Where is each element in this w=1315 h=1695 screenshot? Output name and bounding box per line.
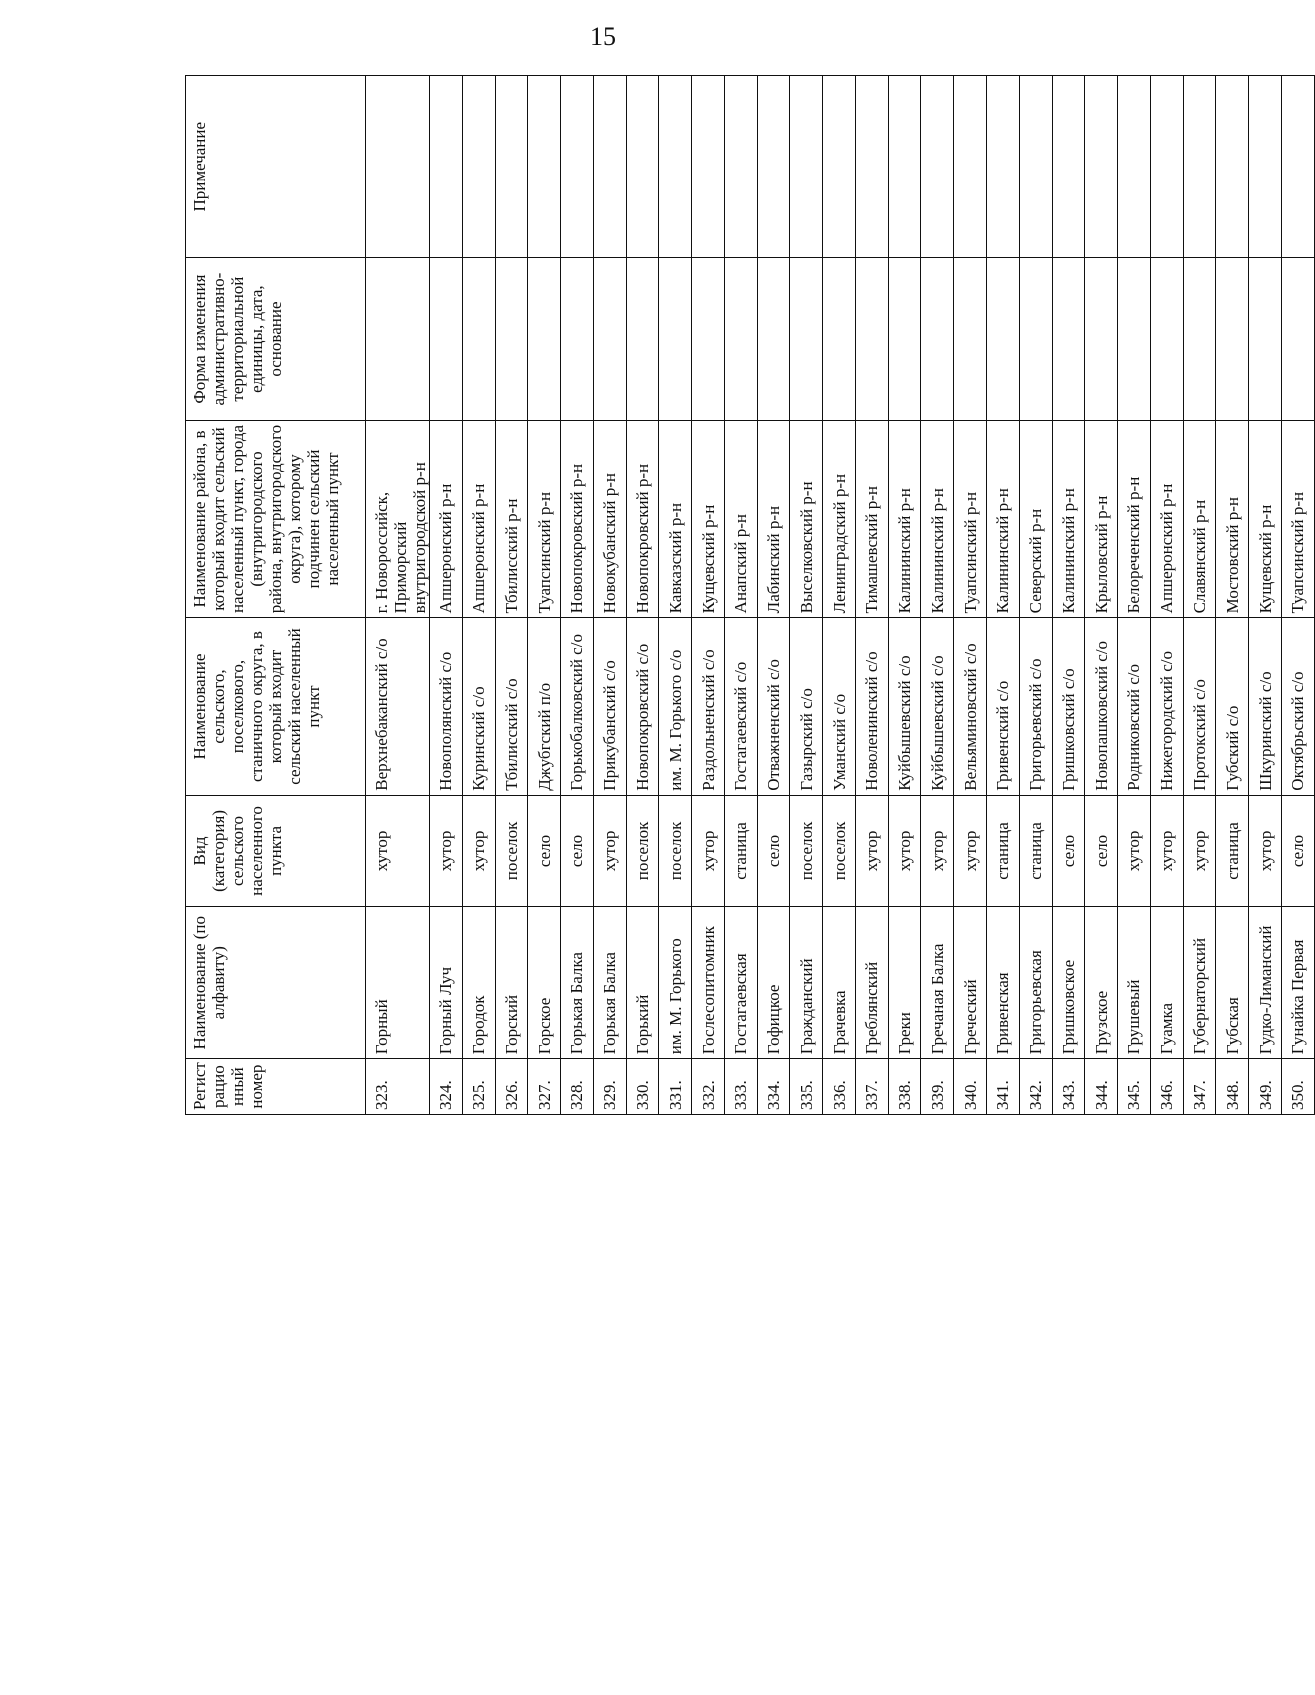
cell-name: Городок bbox=[462, 907, 495, 1059]
cell-okrug: Куринский с/о bbox=[462, 618, 495, 795]
cell-note bbox=[366, 76, 430, 259]
cell-kind: хутор bbox=[462, 795, 495, 907]
cell-reg-number: 342. bbox=[1019, 1059, 1052, 1115]
cell-reg-number: 327. bbox=[528, 1059, 561, 1115]
cell-note bbox=[1150, 76, 1183, 259]
cell-reg-number: 339. bbox=[921, 1059, 954, 1115]
cell-change bbox=[626, 258, 659, 420]
cell-name: Гудко-Лиманский bbox=[1249, 907, 1282, 1059]
cell-reg-number: 330. bbox=[626, 1059, 659, 1115]
cell-reg-number: 335. bbox=[790, 1059, 823, 1115]
cell-name: Гослесопитомник bbox=[692, 907, 725, 1059]
cell-change bbox=[1281, 258, 1314, 420]
table-row bbox=[1183, 76, 1216, 1115]
cell-note bbox=[561, 76, 594, 259]
cell-district: Северский р-н bbox=[1019, 420, 1052, 618]
cell-change bbox=[757, 258, 790, 420]
cell-reg-number: 329. bbox=[593, 1059, 626, 1115]
cell-name: Греческий bbox=[954, 907, 987, 1059]
cell-kind: поселок bbox=[495, 795, 528, 907]
table-row bbox=[495, 76, 528, 1115]
cell-okrug: Губский с/о bbox=[1216, 618, 1249, 795]
cell-change bbox=[1249, 258, 1282, 420]
cell-name: Горькая Балка bbox=[593, 907, 626, 1059]
cell-reg-number: 326. bbox=[495, 1059, 528, 1115]
cell-kind: хутор bbox=[1118, 795, 1151, 907]
cell-reg-number: 325. bbox=[462, 1059, 495, 1115]
cell-name: Горный bbox=[366, 907, 430, 1059]
cell-district: Ленинградский р-н bbox=[823, 420, 856, 618]
cell-okrug: Отважненский с/о bbox=[757, 618, 790, 795]
table-row bbox=[757, 76, 790, 1115]
cell-district: Апшеронский р-н bbox=[430, 420, 463, 618]
cell-reg-number: 350. bbox=[1281, 1059, 1314, 1115]
cell-district: Выселковский р-н bbox=[790, 420, 823, 618]
cell-district: Анапский р-н bbox=[724, 420, 757, 618]
cell-district: Калининский р-н bbox=[1052, 420, 1085, 618]
cell-reg-number: 347. bbox=[1183, 1059, 1216, 1115]
cell-kind: хутор bbox=[430, 795, 463, 907]
table-row bbox=[659, 76, 692, 1115]
cell-okrug: Родниковский с/о bbox=[1118, 618, 1151, 795]
cell-okrug: Джубгский п/о bbox=[528, 618, 561, 795]
cell-change bbox=[724, 258, 757, 420]
cell-note bbox=[528, 76, 561, 259]
cell-kind: поселок bbox=[790, 795, 823, 907]
cell-note bbox=[626, 76, 659, 259]
cell-note bbox=[430, 76, 463, 259]
cell-reg-number: 324. bbox=[430, 1059, 463, 1115]
cell-note bbox=[1183, 76, 1216, 259]
cell-change bbox=[987, 258, 1020, 420]
cell-name: Гуамка bbox=[1150, 907, 1183, 1059]
cell-okrug: Нижегородский с/о bbox=[1150, 618, 1183, 795]
page-number: 15 bbox=[590, 22, 616, 51]
cell-kind: станица bbox=[1216, 795, 1249, 907]
cell-okrug: Новоленинский с/о bbox=[855, 618, 888, 795]
cell-district: Туапсинский р-н bbox=[1281, 420, 1314, 618]
cell-name: им. М. Горького bbox=[659, 907, 692, 1059]
table-row bbox=[921, 76, 954, 1115]
cell-change bbox=[1183, 258, 1216, 420]
table-header-row bbox=[186, 76, 366, 1115]
cell-name: Гривенская bbox=[987, 907, 1020, 1059]
cell-note bbox=[1118, 76, 1151, 259]
cell-name: Грушевый bbox=[1118, 907, 1151, 1059]
cell-note bbox=[954, 76, 987, 259]
cell-district: Тбилисский р-н bbox=[495, 420, 528, 618]
cell-name: Гражданский bbox=[790, 907, 823, 1059]
cell-change bbox=[430, 258, 463, 420]
cell-note bbox=[1052, 76, 1085, 259]
cell-kind: поселок bbox=[659, 795, 692, 907]
header-name: Наименование (по алфавиту) bbox=[186, 907, 366, 1059]
cell-district: Кавказский р-н bbox=[659, 420, 692, 618]
cell-okrug: Григорьевский с/о bbox=[1019, 618, 1052, 795]
table-row bbox=[855, 76, 888, 1115]
cell-reg-number: 331. bbox=[659, 1059, 692, 1115]
cell-okrug: Раздольненский с/о bbox=[692, 618, 725, 795]
cell-okrug: Гришковский с/о bbox=[1052, 618, 1085, 795]
header-change: Форма изменения административно-территориальной единицы, дата, основание bbox=[186, 258, 366, 420]
cell-name: Гостагаевская bbox=[724, 907, 757, 1059]
cell-kind: село bbox=[561, 795, 594, 907]
cell-kind: поселок bbox=[626, 795, 659, 907]
cell-change bbox=[855, 258, 888, 420]
cell-change bbox=[366, 258, 430, 420]
cell-note bbox=[987, 76, 1020, 259]
cell-okrug: Тбилисский с/о bbox=[495, 618, 528, 795]
table-row bbox=[1216, 76, 1249, 1115]
cell-okrug: Верхнебаканский с/о bbox=[366, 618, 430, 795]
cell-kind: станица bbox=[987, 795, 1020, 907]
cell-change bbox=[1019, 258, 1052, 420]
cell-name: Грачевка bbox=[823, 907, 856, 1059]
cell-note bbox=[692, 76, 725, 259]
cell-name: Горькая Балка bbox=[561, 907, 594, 1059]
cell-district: г. Новороссийск, Приморский внутригородской р-н bbox=[366, 420, 430, 618]
cell-change bbox=[888, 258, 921, 420]
cell-reg-number: 341. bbox=[987, 1059, 1020, 1115]
cell-note bbox=[823, 76, 856, 259]
cell-district: Новопокровский р-н bbox=[561, 420, 594, 618]
cell-district: Туапсинский р-н bbox=[528, 420, 561, 618]
settlement-registry-table bbox=[185, 75, 1315, 1115]
cell-note bbox=[724, 76, 757, 259]
cell-note bbox=[659, 76, 692, 259]
cell-okrug: Гостагаевский с/о bbox=[724, 618, 757, 795]
cell-change bbox=[921, 258, 954, 420]
settlement-registry-table-container bbox=[185, 0, 1308, 1115]
cell-note bbox=[593, 76, 626, 259]
cell-change bbox=[823, 258, 856, 420]
cell-kind: хутор bbox=[1249, 795, 1282, 907]
cell-change bbox=[462, 258, 495, 420]
cell-okrug: Вельяминовский с/о bbox=[954, 618, 987, 795]
cell-note bbox=[1019, 76, 1052, 259]
cell-okrug: Куйбышевский с/о bbox=[921, 618, 954, 795]
cell-district: Тимашевский р-н bbox=[855, 420, 888, 618]
table-row bbox=[1249, 76, 1282, 1115]
cell-name: Гунайка Первая bbox=[1281, 907, 1314, 1059]
cell-kind: хутор bbox=[1183, 795, 1216, 907]
cell-note bbox=[1085, 76, 1118, 259]
table-row bbox=[626, 76, 659, 1115]
cell-change bbox=[528, 258, 561, 420]
cell-district: Калининский р-н bbox=[987, 420, 1020, 618]
cell-note bbox=[462, 76, 495, 259]
cell-reg-number: 346. bbox=[1150, 1059, 1183, 1115]
cell-kind: село bbox=[1281, 795, 1314, 907]
cell-note bbox=[888, 76, 921, 259]
cell-change bbox=[1085, 258, 1118, 420]
cell-change bbox=[790, 258, 823, 420]
cell-name: Горский bbox=[495, 907, 528, 1059]
cell-note bbox=[757, 76, 790, 259]
cell-name: Гришковское bbox=[1052, 907, 1085, 1059]
cell-okrug: Новопокровский с/о bbox=[626, 618, 659, 795]
cell-district: Апшеронский р-н bbox=[462, 420, 495, 618]
cell-reg-number: 323. bbox=[366, 1059, 430, 1115]
cell-okrug: Куйбышевский с/о bbox=[888, 618, 921, 795]
header-reg-number: Регист рацио нный номер bbox=[186, 1059, 366, 1115]
table-row bbox=[1085, 76, 1118, 1115]
table-row bbox=[1052, 76, 1085, 1115]
cell-reg-number: 333. bbox=[724, 1059, 757, 1115]
cell-kind: хутор bbox=[888, 795, 921, 907]
table-row bbox=[462, 76, 495, 1115]
header-kind: Вид (категория) сельского населенного пункта bbox=[186, 795, 366, 907]
cell-okrug: Шкуринский с/о bbox=[1249, 618, 1282, 795]
cell-change bbox=[1052, 258, 1085, 420]
cell-kind: станица bbox=[1019, 795, 1052, 907]
cell-reg-number: 338. bbox=[888, 1059, 921, 1115]
table-row bbox=[724, 76, 757, 1115]
cell-okrug: им. М. Горького с/о bbox=[659, 618, 692, 795]
cell-kind: село bbox=[757, 795, 790, 907]
cell-change bbox=[593, 258, 626, 420]
cell-reg-number: 343. bbox=[1052, 1059, 1085, 1115]
cell-reg-number: 332. bbox=[692, 1059, 725, 1115]
cell-district: Калининский р-н bbox=[888, 420, 921, 618]
cell-kind: хутор bbox=[954, 795, 987, 907]
cell-district: Новопокровский р-н bbox=[626, 420, 659, 618]
cell-reg-number: 345. bbox=[1118, 1059, 1151, 1115]
cell-district: Мостовский р-н bbox=[1216, 420, 1249, 618]
cell-reg-number: 334. bbox=[757, 1059, 790, 1115]
cell-name: Губернаторский bbox=[1183, 907, 1216, 1059]
cell-district: Кущевский р-н bbox=[692, 420, 725, 618]
cell-reg-number: 349. bbox=[1249, 1059, 1282, 1115]
cell-kind: хутор bbox=[1150, 795, 1183, 907]
cell-change bbox=[1216, 258, 1249, 420]
cell-change bbox=[495, 258, 528, 420]
cell-district: Калининский р-н bbox=[921, 420, 954, 618]
cell-note bbox=[1249, 76, 1282, 259]
table-row bbox=[1150, 76, 1183, 1115]
cell-reg-number: 344. bbox=[1085, 1059, 1118, 1115]
cell-okrug: Уманский с/о bbox=[823, 618, 856, 795]
cell-district: Апшеронский р-н bbox=[1150, 420, 1183, 618]
cell-note bbox=[1281, 76, 1314, 259]
cell-name: Губская bbox=[1216, 907, 1249, 1059]
cell-name: Горный Луч bbox=[430, 907, 463, 1059]
cell-district: Новокубанский р-н bbox=[593, 420, 626, 618]
cell-kind: хутор bbox=[692, 795, 725, 907]
cell-name: Горький bbox=[626, 907, 659, 1059]
cell-change bbox=[1150, 258, 1183, 420]
cell-district: Лабинский р-н bbox=[757, 420, 790, 618]
cell-okrug: Горькобалковский с/о bbox=[561, 618, 594, 795]
cell-reg-number: 336. bbox=[823, 1059, 856, 1115]
cell-change bbox=[1118, 258, 1151, 420]
cell-change bbox=[561, 258, 594, 420]
cell-okrug: Новопашковский с/о bbox=[1085, 618, 1118, 795]
cell-kind: поселок bbox=[823, 795, 856, 907]
cell-note bbox=[921, 76, 954, 259]
table-row bbox=[561, 76, 594, 1115]
table-row bbox=[823, 76, 856, 1115]
table-row bbox=[1118, 76, 1151, 1115]
table-row bbox=[593, 76, 626, 1115]
cell-change bbox=[954, 258, 987, 420]
cell-kind: хутор bbox=[593, 795, 626, 907]
cell-district: Белореченский р-н bbox=[1118, 420, 1151, 618]
cell-kind: село bbox=[1085, 795, 1118, 907]
cell-note bbox=[790, 76, 823, 259]
header-okrug: Наименование сельского, поселкового, станичного округа, в который входит сельский населенный пункт bbox=[186, 618, 366, 795]
cell-name: Гофицкое bbox=[757, 907, 790, 1059]
table-row bbox=[1019, 76, 1052, 1115]
cell-okrug: Прикубанский с/о bbox=[593, 618, 626, 795]
cell-kind: хутор bbox=[366, 795, 430, 907]
table-row bbox=[1281, 76, 1314, 1115]
cell-district: Крыловский р-н bbox=[1085, 420, 1118, 618]
cell-okrug: Гривенский с/о bbox=[987, 618, 1020, 795]
cell-reg-number: 337. bbox=[855, 1059, 888, 1115]
cell-kind: станица bbox=[724, 795, 757, 907]
cell-name: Грузское bbox=[1085, 907, 1118, 1059]
table-row bbox=[954, 76, 987, 1115]
table-row bbox=[366, 76, 430, 1115]
cell-district: Славянский р-н bbox=[1183, 420, 1216, 618]
cell-name: Горское bbox=[528, 907, 561, 1059]
cell-kind: хутор bbox=[921, 795, 954, 907]
cell-reg-number: 340. bbox=[954, 1059, 987, 1115]
cell-kind: село bbox=[1052, 795, 1085, 907]
cell-okrug: Октябрьский с/о bbox=[1281, 618, 1314, 795]
table-row bbox=[987, 76, 1020, 1115]
cell-name: Григорьевская bbox=[1019, 907, 1052, 1059]
cell-name: Греки bbox=[888, 907, 921, 1059]
table-row bbox=[528, 76, 561, 1115]
cell-okrug: Газырский с/о bbox=[790, 618, 823, 795]
cell-note bbox=[1216, 76, 1249, 259]
cell-okrug: Новополянский с/о bbox=[430, 618, 463, 795]
cell-change bbox=[692, 258, 725, 420]
table-row bbox=[888, 76, 921, 1115]
cell-name: Греблянский bbox=[855, 907, 888, 1059]
cell-name: Гречаная Балка bbox=[921, 907, 954, 1059]
header-district: Наименование района, в который входит сельский населенный пункт, города (внутригородского района, внутригородского округа), которому подчинен сельский населенный пункт bbox=[186, 420, 366, 618]
table-row bbox=[430, 76, 463, 1115]
cell-kind: село bbox=[528, 795, 561, 907]
table-row bbox=[790, 76, 823, 1115]
cell-kind: хутор bbox=[855, 795, 888, 907]
cell-note bbox=[855, 76, 888, 259]
table-row bbox=[692, 76, 725, 1115]
cell-change bbox=[659, 258, 692, 420]
header-note: Примечание bbox=[186, 76, 366, 259]
cell-reg-number: 348. bbox=[1216, 1059, 1249, 1115]
cell-okrug: Протокский с/о bbox=[1183, 618, 1216, 795]
table-body bbox=[366, 76, 1315, 1115]
cell-district: Туапсинский р-н bbox=[954, 420, 987, 618]
cell-reg-number: 328. bbox=[561, 1059, 594, 1115]
cell-note bbox=[495, 76, 528, 259]
cell-district: Кущевский р-н bbox=[1249, 420, 1282, 618]
